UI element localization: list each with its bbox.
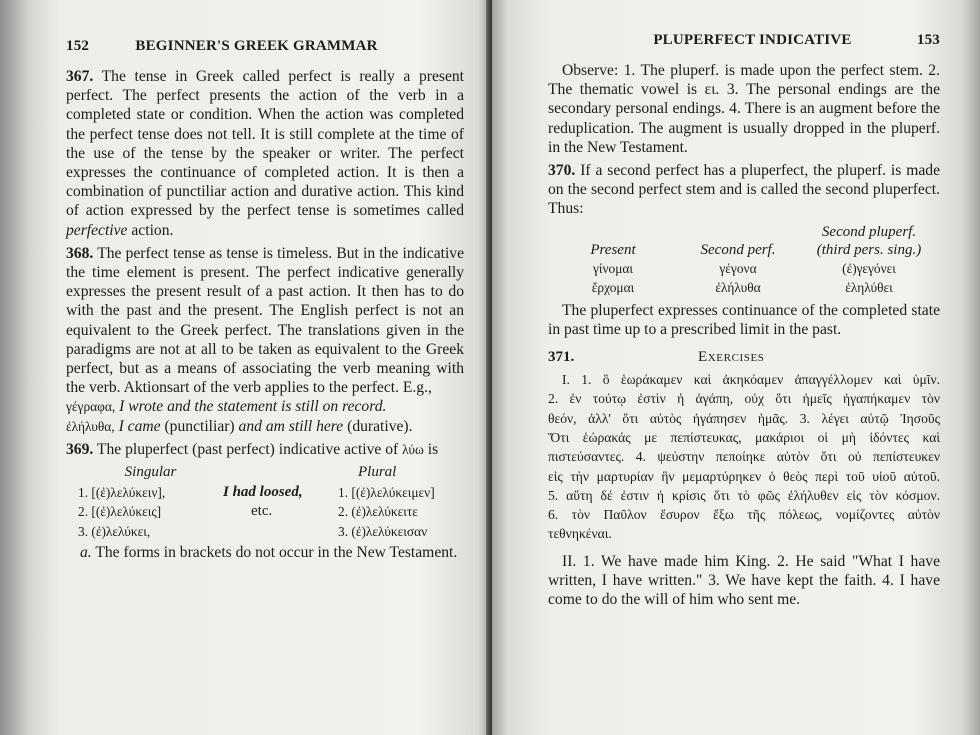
table-header: Second perf. bbox=[700, 241, 776, 258]
note-a bbox=[66, 543, 464, 562]
exercise-line: τεθνηκέναι. bbox=[548, 526, 612, 542]
paradigm-sg: 2. [(ἐ)λελύκεις] bbox=[78, 504, 162, 520]
exercise-line: 5. αὕτη δέ ἐστιν ἡ κρίσις ὅτι τὸ φῶς ἐλήλυθεν εἰς τὸν κόσμον. bbox=[548, 487, 940, 503]
paradigm-sg: 1. [(ἐ)λελύκειν], bbox=[78, 484, 166, 500]
section-text-end: action. bbox=[131, 221, 174, 239]
exercises-heading bbox=[548, 349, 940, 366]
section-370 bbox=[548, 161, 940, 219]
section-369 bbox=[66, 440, 464, 459]
table-header: Present bbox=[590, 241, 636, 258]
continuance-paragraph: The pluperfect expresses continuance of the completed state in past time up to a prescribed limit in the past. bbox=[548, 301, 940, 338]
exercise-line: θεόν, ἀλλ' ὅτι αὐτὸς ἠγάπησεν ἡμᾶς. 3. λέγει αὐτῷ Ἰησοῦς bbox=[548, 410, 940, 426]
section-number: 371. bbox=[548, 349, 575, 366]
singular-header: Singular bbox=[124, 464, 177, 481]
example-1 bbox=[66, 397, 464, 416]
note-label: a. bbox=[80, 544, 92, 562]
note-text: The forms in brackets do not occur in the New Testament. bbox=[95, 544, 458, 562]
table-cell: (ἐ)γεγόνει bbox=[842, 260, 896, 276]
exercise-line: πιστεύσαντες. 4. ψεύστην πεποίηκε αὐτὸν ὅτι οὐ πεπίστευκεν bbox=[548, 449, 940, 465]
section-text: The tense in Greek called perfect is really a present perfect. The perfect presents the action of the verb in a completed state or condition. When the action was completed the perfect tense does not tell. It is still complete at the time of the use of the tense by the speaker or writer. The perfect expresses the continuance of completed action. It is then a combination of punctiliar action and durative action. This kind of action expressed by the perfect tense is sometimes called bbox=[66, 68, 464, 220]
translation: I came bbox=[118, 417, 161, 435]
italic-term: perfective bbox=[66, 221, 128, 239]
example-2 bbox=[66, 417, 464, 436]
table-header: Second pluperf. bbox=[821, 223, 917, 240]
section-text-end: is bbox=[427, 440, 439, 458]
right-page bbox=[492, 0, 980, 735]
paradigm-gloss: I had loosed, bbox=[223, 483, 303, 500]
page-number: 152 bbox=[66, 38, 90, 54]
running-head-right bbox=[548, 32, 940, 49]
paradigm-sg: 3. (ἐ)λελύκει, bbox=[78, 523, 151, 539]
paradigm-pl: 1. [(ἐ)λελύκειμεν] bbox=[338, 484, 435, 500]
table-cell: γίνομαι bbox=[592, 260, 634, 276]
exercise-line: 6. τὸν Παῦλον ἔσυρον ἔξω τῆς πόλεως, νομίζοντες αὐτὸν bbox=[548, 507, 940, 523]
section-number: 367. bbox=[66, 68, 94, 85]
english-exercises: II. 1. We have made him King. 2. He said "What I have written, I have written." 3. We have kept the faith. 4. I have come to do the will of him who sent me. bbox=[548, 552, 940, 609]
table-cell: ἐλήλυθα bbox=[715, 279, 761, 295]
running-title: PLUPERFECT INDICATIVE bbox=[653, 32, 852, 48]
observe-paragraph: Observe: 1. The pluperf. is made upon the perfect stem. 2. The thematic vowel is ει. 3. The personal endings are the secondary personal endings. 4. There is an augment before the reduplication. The augment is usually dropped in the pluperf. in the New Testament. bbox=[548, 62, 940, 156]
running-title: BEGINNER'S GREEK GRAMMAR bbox=[135, 38, 378, 54]
translation: I wrote and the statement is still on record. bbox=[119, 398, 387, 416]
section-number: 368. bbox=[66, 244, 94, 262]
paradigm-table bbox=[78, 463, 464, 541]
exercise-line: εἰς τὴν μαρτυρίαν ἣν μεμαρτύρηκεν ὁ θεὸς περὶ τοῦ υἱοῦ αὐτοῦ. bbox=[548, 468, 940, 484]
second-pluperfect-table bbox=[548, 223, 940, 297]
section-text: The perfect tense as tense is timeless. But in the indicative the time element is present. The perfect indicative generally expresses the present result of a past action. It then has to do with the past and the present. The English perfect is not an equivalent to the Greek perfect. The translations given in the paradigms are not at all to be taken as equivalent to the Greek perfect, but as a means of associating the verb meaning with the verb. Aktionsart of the verb applies to the perfect. E.g., bbox=[66, 244, 464, 397]
greek-word: ἐλήλυθα, bbox=[66, 418, 115, 434]
paradigm-pl: 2. (ἐ)λελύκειτε bbox=[338, 504, 418, 520]
table-cell: ἐληλύθει bbox=[845, 279, 893, 295]
section-text: If a second perfect has a pluperfect, the pluperf. is made on the second perfect stem and is called the second pluperfect. Thus: bbox=[548, 162, 940, 218]
page-number: 153 bbox=[916, 32, 940, 48]
section-number: 370. bbox=[548, 162, 576, 180]
aspect-note: (punctiliar) bbox=[164, 417, 235, 435]
exercise-line: Ὅτι ἑώρακάς με πεπίστευκας, μακάριοι οἱ μὴ ἰδόντες καὶ bbox=[548, 429, 940, 445]
running-head-left bbox=[66, 38, 464, 55]
section-text: The pluperfect (past perfect) indicative active of bbox=[96, 440, 399, 458]
plural-header: Plural bbox=[358, 464, 397, 481]
translation: and am still here bbox=[238, 417, 344, 435]
table-cell: γέγονα bbox=[719, 260, 757, 276]
greek-word: γέγραφα, bbox=[66, 399, 116, 415]
aspect-note: (durative). bbox=[347, 417, 413, 435]
section-number: 369. bbox=[66, 440, 94, 458]
section-368 bbox=[66, 244, 464, 398]
section-367 bbox=[66, 67, 464, 240]
greek-verb: λύω bbox=[402, 441, 424, 457]
paradigm-gloss bbox=[223, 522, 338, 542]
table-header: (third pers. sing.) bbox=[816, 241, 922, 258]
exercises-title: Exercises bbox=[698, 349, 765, 366]
paradigm-pl: 3. (ἐ)λελύκεισαν bbox=[338, 523, 428, 539]
exercise-line: I. 1. ὃ ἑωράκαμεν καὶ ἀκηκόαμεν ἀπαγγέλλομεν καὶ ὑμῖν. bbox=[562, 372, 940, 388]
greek-exercises bbox=[548, 370, 940, 544]
paradigm-gloss: etc. bbox=[251, 503, 273, 520]
exercise-line: 2. ἐν τούτῳ ἐστὶν ἡ ἀγάπη, οὐχ ὅτι ἡμεῖς ἠγαπήκαμεν τὸν bbox=[548, 391, 940, 407]
table-cell: ἔρχομαι bbox=[591, 279, 635, 295]
